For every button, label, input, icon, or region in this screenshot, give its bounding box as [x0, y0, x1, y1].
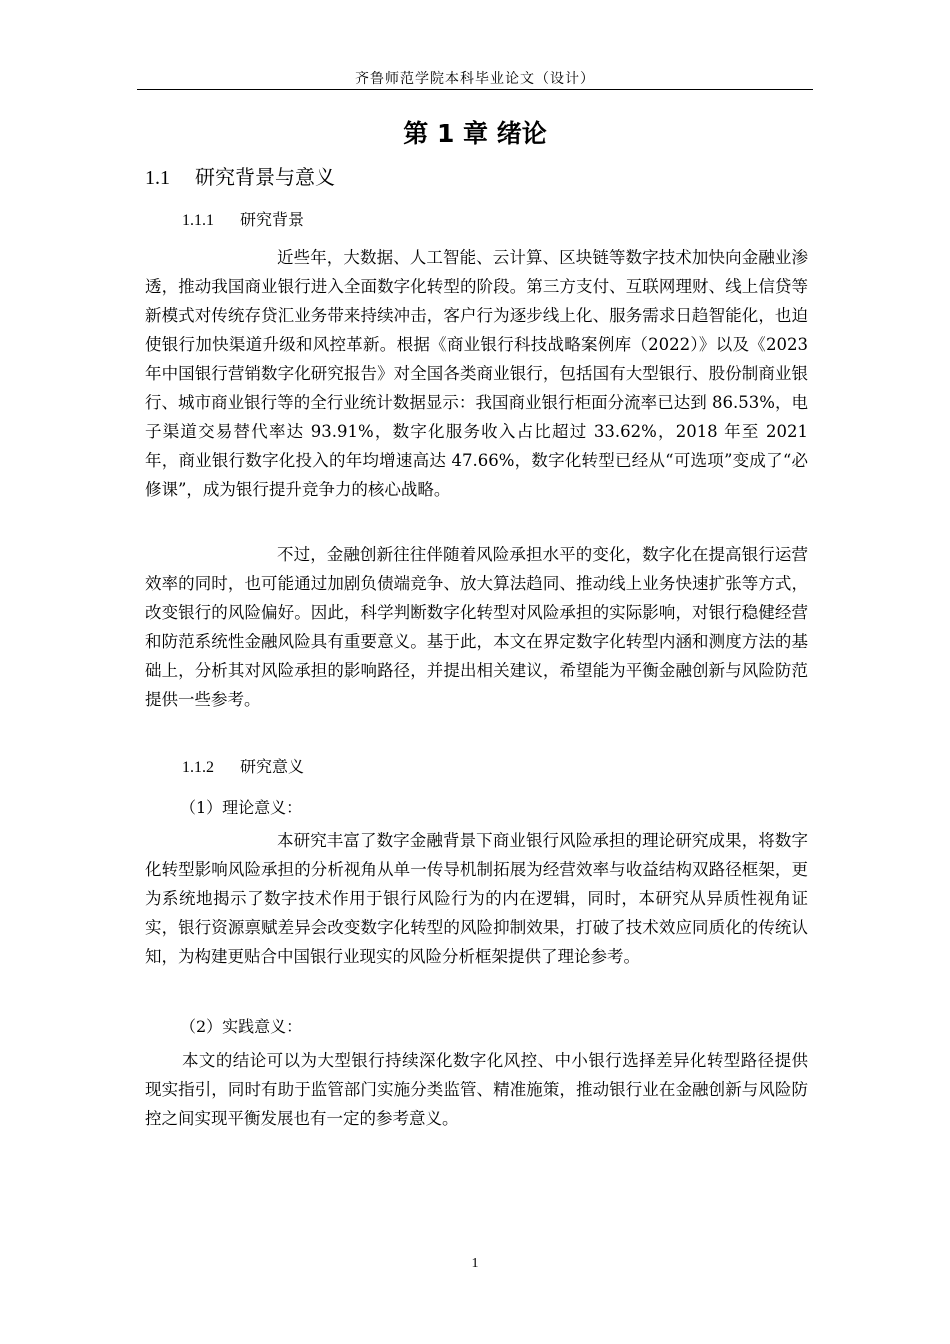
running-header: 齐鲁师范学院本科毕业论文（设计） [355, 71, 595, 87]
section-heading-1-1-2 [182, 754, 304, 777]
chapter-title: 第 1 章 绪论 [403, 119, 547, 148]
subhead-practice: （2）实践意义： [180, 1017, 303, 1036]
section-heading-1-1-1 [182, 207, 304, 230]
paragraph-practice: 本文的结论可以为大型银行持续深化数字化风控、中小银行选择差异化转型路径提供现实指引，同时有助于监管部门实施分类监管、精准施策，推动银行业在金融创新与风险防控之间实现平衡发展也有一定的参考意义。 [145, 1051, 808, 1128]
section-title: 研究背景与意义 [195, 165, 335, 189]
subhead-theory: （1）理论意义： [180, 798, 303, 817]
subsection-title: 研究意义 [240, 757, 305, 776]
header-rule [137, 89, 813, 90]
page-number: 1 [471, 1256, 479, 1271]
section-number: 1.1 [145, 167, 170, 189]
section-heading-1-1 [145, 161, 335, 190]
subsection-title: 研究背景 [240, 210, 305, 229]
subsection-number: 1.1.2 [182, 759, 214, 776]
subsection-number: 1.1.1 [182, 212, 214, 229]
paragraph-theory: 本研究丰富了数字金融背景下商业银行风险承担的理论研究成果，将数字化转型影响风险承担的分析视角从单一传导机制拓展为经营效率与收益结构双路径框架，更为系统地揭示了数字技术作用于银行风险行为的内在逻辑，同时，本研究从异质性视角证实，银行资源禀赋差异会改变数字化转型的风险抑制效果，打破了技术效应同质化的传统认知，为构建更贴合中国银行业现实的风险分析框架提供了理论参考。 [145, 831, 808, 966]
paragraph-background-1: 近些年，大数据、人工智能、云计算、区块链等数字技术加快向金融业渗透，推动我国商业银行进入全面数字化转型的阶段。第三方支付、互联网理财、线上信贷等新模式对传统存贷汇业务带来持续冲击，客户行为逐步线上化、服务需求日趋智能化，也迫使银行加快渠道升级和风控革新。根据《商业银行科技战略案例库（2022）》以及《2023 年中国银行营销数字化研究报告》对全国各类商业银行，包括国有大型银行、股份制商业银行、城市商业银行等的全行业统计数据显示：我国商业银行柜面分流率已达到 86.53%，电子渠道交易替代率达 93.91%，数字化服务收入占比超过 33.62%，2018 年至 2021 年，商业银行数字化投入的年均增速高达 47.66%，数字化转型已经从“可选项”变成了“必修课”，成为银行提升竞争力的核心战略。 [145, 248, 808, 499]
paragraph-background-2: 不过，金融创新往往伴随着风险承担水平的变化，数字化在提高银行运营效率的同时，也可能通过加剧负债端竞争、放大算法趋同、推动线上业务快速扩张等方式，改变银行的风险偏好。因此，科学判断数字化转型对风险承担的实际影响，对银行稳健经营和防范系统性金融风险具有重要意义。基于此，本文在界定数字化转型内涵和测度方法的基础上，分析其对风险承担的影响路径，并提出相关建议，希望能为平衡金融创新与风险防范提供一些参考。 [145, 545, 808, 709]
